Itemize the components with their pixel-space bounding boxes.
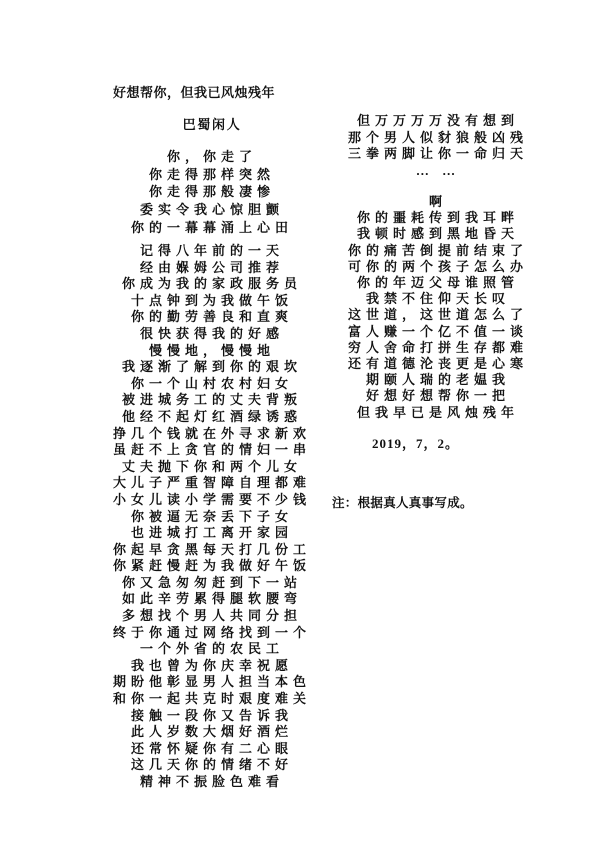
stanza-4 <box>330 194 546 421</box>
poem-line: 我也曾为你庆幸祝愿 <box>130 657 293 673</box>
poem-line: 如此辛劳累得腿软腰弯 <box>121 591 302 607</box>
poem-line: 啊 <box>428 194 447 209</box>
poem-title: 好想帮你，但我已风烛残年 <box>113 85 276 100</box>
poem-line: 你紧赶慢赶为我做好午饭 <box>112 558 311 574</box>
poem-line: 丈夫抛下你和两个儿女 <box>121 458 302 474</box>
poem-line: 和你一起共克时艰度难关 <box>112 691 311 707</box>
poem-line: 他经不起灯红酒绿诱惑 <box>121 408 302 424</box>
poem-line: 你被逼无奈丢下子女 <box>130 508 293 524</box>
poem-line: 你一个山村农村妇女 <box>130 375 293 391</box>
poem-line: 你走得那般凄惨 <box>148 184 275 200</box>
poem-line: 但我早已是风烛残年 <box>356 404 519 420</box>
right-column <box>330 0 546 849</box>
poem-line: 期盼他彰显男人担当本色 <box>112 674 311 690</box>
poem-note: 注：根据真人真事写成。 <box>332 496 473 510</box>
poem-line: 可你的两个孩子怎么办 <box>347 258 528 274</box>
poem-line: 这几天你的情绪不好 <box>130 757 293 773</box>
poem-line: 还常怀疑你有二心眼 <box>130 740 293 756</box>
poem-line: … … <box>415 162 461 178</box>
poem-line: 你的噩耗传到我耳畔 <box>356 210 519 226</box>
poem-line: 也进城打工离开家园 <box>130 525 293 541</box>
poem-line: 我顿时感到黑地昏天 <box>356 226 519 242</box>
poem-line: 你又急匆匆赶到下一站 <box>121 574 302 590</box>
poem-line: 穷人舍命打拼生存都难 <box>347 339 528 355</box>
poem-line: 还有道德沦丧更是心寒 <box>347 356 528 372</box>
poem-line: 我逐渐了解到你的艰坎 <box>121 359 302 375</box>
poem-line: 终于你通过网络找到一个 <box>112 624 311 640</box>
poem-line: 很快获得我的好感 <box>139 325 284 341</box>
poem-line: 一个外省的农民工 <box>139 641 284 657</box>
poem-line: 挣几个钱就在外寻求新欢 <box>112 425 311 441</box>
poem-line: 慢慢地，慢慢地 <box>148 342 275 358</box>
poem-line: 好想好想帮你一把 <box>365 388 510 404</box>
poem-line: 你走得那样突然 <box>148 166 275 182</box>
poem-line: 经由媬姆公司推荐 <box>139 259 284 275</box>
poem-date: 2019，7，2。 <box>372 436 460 451</box>
poem-line: 你的勤劳善良和直爽 <box>130 309 293 325</box>
poem-line: 记得八年前的一天 <box>139 243 284 258</box>
poem-line: 被进城务工的丈夫背叛 <box>121 392 302 408</box>
poem-line: 那个男人似豺狼般凶残 <box>347 129 528 145</box>
poem-line: 大儿子严重智障自理都难 <box>112 475 311 491</box>
poem-line: 你的痛苦倒提前结束了 <box>347 242 528 258</box>
poem-line: 精神不振脸色难看 <box>139 774 284 789</box>
stanza-3 <box>330 113 546 179</box>
poem-line: 小女儿读小学需要不少钱 <box>112 491 311 507</box>
poem-line: 多想找个男人共同分担 <box>121 608 302 624</box>
poem-line: 接触一段你又告诉我 <box>130 707 293 723</box>
poem-author: 巴蜀闲人 <box>182 117 242 132</box>
poem-line: 期颐人瑞的老媪我 <box>365 372 510 388</box>
poem-line: 你成为我的家政服务员 <box>121 276 302 292</box>
poem-line: 富人赚一个亿不值一谈 <box>347 323 528 339</box>
poem-line: 你的年迈父母谁照管 <box>356 275 519 291</box>
poem-line: 十点钟到为我做午饭 <box>130 292 293 308</box>
poem-line: 我禁不住仰天长叹 <box>365 291 510 307</box>
poem-line: 委实令我心惊胆颤 <box>139 202 284 218</box>
poem-line: 此人岁数大烟好酒烂 <box>130 724 293 740</box>
poem-line: 这世道，这世道怎么了 <box>347 307 528 323</box>
poem-line: 你起早贪黑每天打几份工 <box>112 541 311 557</box>
poem-line: 你的一幕幕涌上心田 <box>130 219 293 235</box>
poem-line: 你，你走了 <box>166 149 257 164</box>
poem-line: 三拳两脚让你一命归天 <box>347 146 528 162</box>
poem-line: 但万万万万没有想到 <box>356 113 519 128</box>
poem-line: 虽赶不上贪官的情妇一串 <box>112 442 311 458</box>
